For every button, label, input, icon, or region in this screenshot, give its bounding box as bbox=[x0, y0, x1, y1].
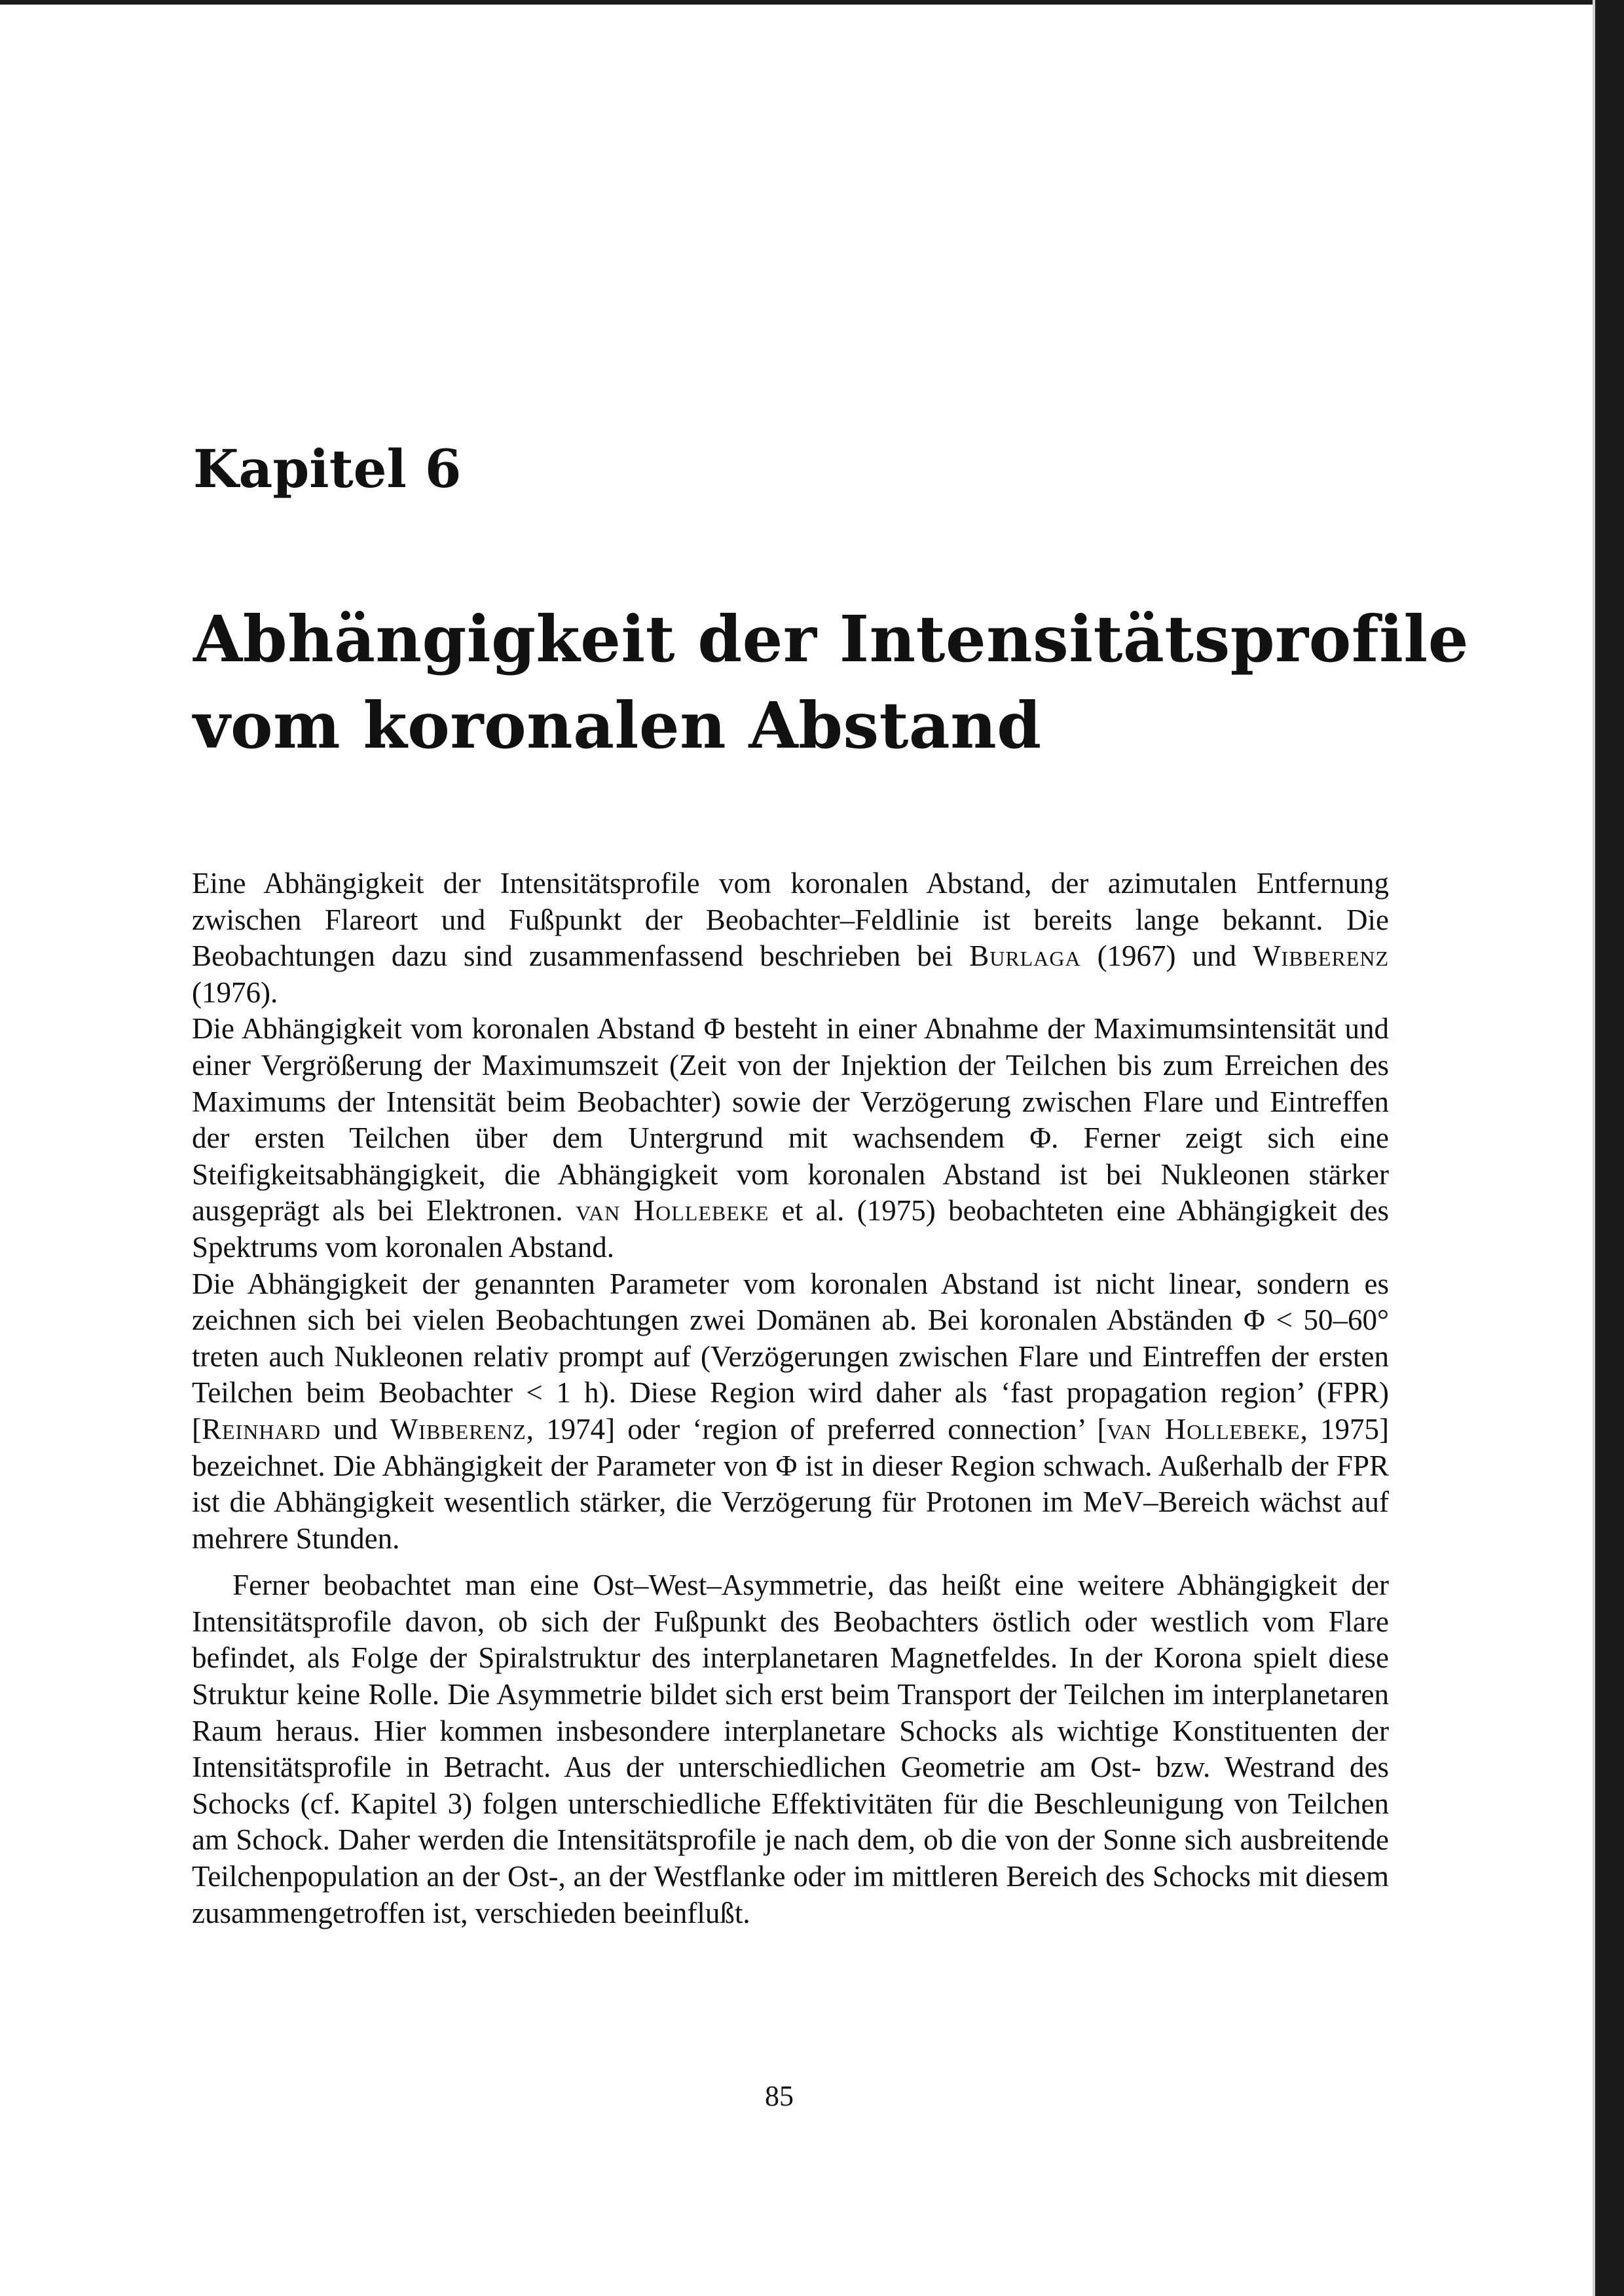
scan-edge-right bbox=[1595, 0, 1624, 2296]
chapter-title-line-2: vom koronalen Abstand bbox=[193, 688, 1042, 763]
author-name: van Hollebeke bbox=[576, 1194, 769, 1228]
paragraph-text: Die Abhängigkeit vom koronalen Abstand Φ besteht in einer Abnahme der Maximumsintensität und einer Vergrößerung der Maximumszeit (Zeit von der Injektion der Teilchen bis zum Erreichen des Maximums der Intensität beim Beobachter) sowie der Verzögerung zwischen Flare und Eintreffen der ersten Teilchen über dem Untergrund mit wachsendem Φ. Ferner zeigt sich eine Steifigkeitsabhängigkeit, die Abhängigkeit vom koronalen Abstand ist bei Nukleonen stärker ausgeprägt als bei Elektronen. bbox=[192, 1012, 1389, 1228]
paragraph-text: et al. (1975) beobachteten eine Abhängigkeit des Spektrums vom koronalen Abstand. bbox=[192, 1194, 1389, 1264]
paragraph-text: Eine Abhängigkeit der Intensitätsprofile vom koronalen Abstand, der azimutalen Entfernung zwischen Flareort und Fußpunkt der Beobachter–Feldlinie ist bereits lange bekannt. Die Beobachtungen dazu sind zusammenfassend beschrieben bei bbox=[192, 867, 1389, 973]
author-name: Wibberenz bbox=[1253, 939, 1389, 973]
paragraph-text: (1976). bbox=[192, 975, 278, 1009]
paragraph bbox=[192, 866, 1389, 1011]
chapter-title-line-1: Abhängigkeit der Intensitätsprofile bbox=[193, 602, 1469, 676]
paragraph-text: , 1975] bezeichnet. Die Abhängigkeit der Parameter von Φ ist in dieser Region schwach. Außerhalb der FPR ist die Abhängigkeit wesentlich stärker, die Verzögerung für Protonen im MeV–Bereich wächst auf mehrere Stunden. bbox=[192, 1412, 1390, 1555]
chapter-title bbox=[193, 596, 1469, 769]
paragraph-text: und bbox=[321, 1412, 390, 1446]
page-number: 85 bbox=[765, 2080, 794, 2112]
author-name: Burlaga bbox=[969, 939, 1081, 973]
paragraph-text: Ferner beobachtet man eine Ost–West–Asymmetrie, das heißt eine weitere Abhängigkeit der Intensitätsprofile davon, ob sich der Fußpunkt des Beobachters östlich oder westlich vom Flare befindet, als Folge der Spiralstruktur des interplanetaren Magnetfeldes. In der Korona spielt diese Struktur keine Rolle. Die Asymmetrie bildet sich erst beim Transport der Teilchen im interplanetaren Raum heraus. Hier kommen insbesondere interplanetare Schocks als wichtige Konstituenten der Intensitätsprofile in Betracht. Aus der unterschiedlichen Geometrie am Ost- bzw. Westrand des Schocks (cf. Kapitel 3) folgen unterschiedliche Effektivitäten für die Beschleunigung von Teilchen am Schock. Daher werden die Intensitätsprofile je nach dem, ob die von der Sonne sich ausbreitende Teilchenpopulation an der Ost-, an der Westflanke oder im mittleren Bereich des Schocks mit diesem zusammengetroffen ist, verschieden beeinflußt. bbox=[192, 1569, 1389, 1929]
author-name: van Hollebeke bbox=[1107, 1412, 1301, 1446]
paragraph bbox=[192, 1567, 1389, 1931]
paragraph bbox=[192, 1266, 1389, 1558]
scan-edge-top bbox=[0, 0, 1624, 5]
paragraph-text: Die Abhängigkeit der genannten Parameter vom koronalen Abstand ist nicht linear, sondern es zeichnen sich bei vielen Beobachtungen zwei Domänen ab. Bei koronalen Abständen Φ < 50–60° treten auch Nukleonen relativ prompt auf (Verzögerungen zwischen Flare und Eintreffen der ersten Teilchen beim Beobachter < 1 h). Diese Region wird daher als ‘fast propagation region’ (FPR) [ bbox=[192, 1267, 1389, 1446]
paragraph-text: (1967) und bbox=[1080, 939, 1253, 973]
author-name: Wibberenz bbox=[390, 1412, 526, 1446]
body-text bbox=[192, 866, 1389, 1931]
chapter-label: Kapitel 6 bbox=[193, 438, 462, 500]
author-name: Reinhard bbox=[202, 1412, 321, 1446]
paragraph-text: , 1974] oder ‘region of preferred connection’ [ bbox=[526, 1412, 1107, 1446]
paragraph bbox=[192, 1011, 1389, 1266]
